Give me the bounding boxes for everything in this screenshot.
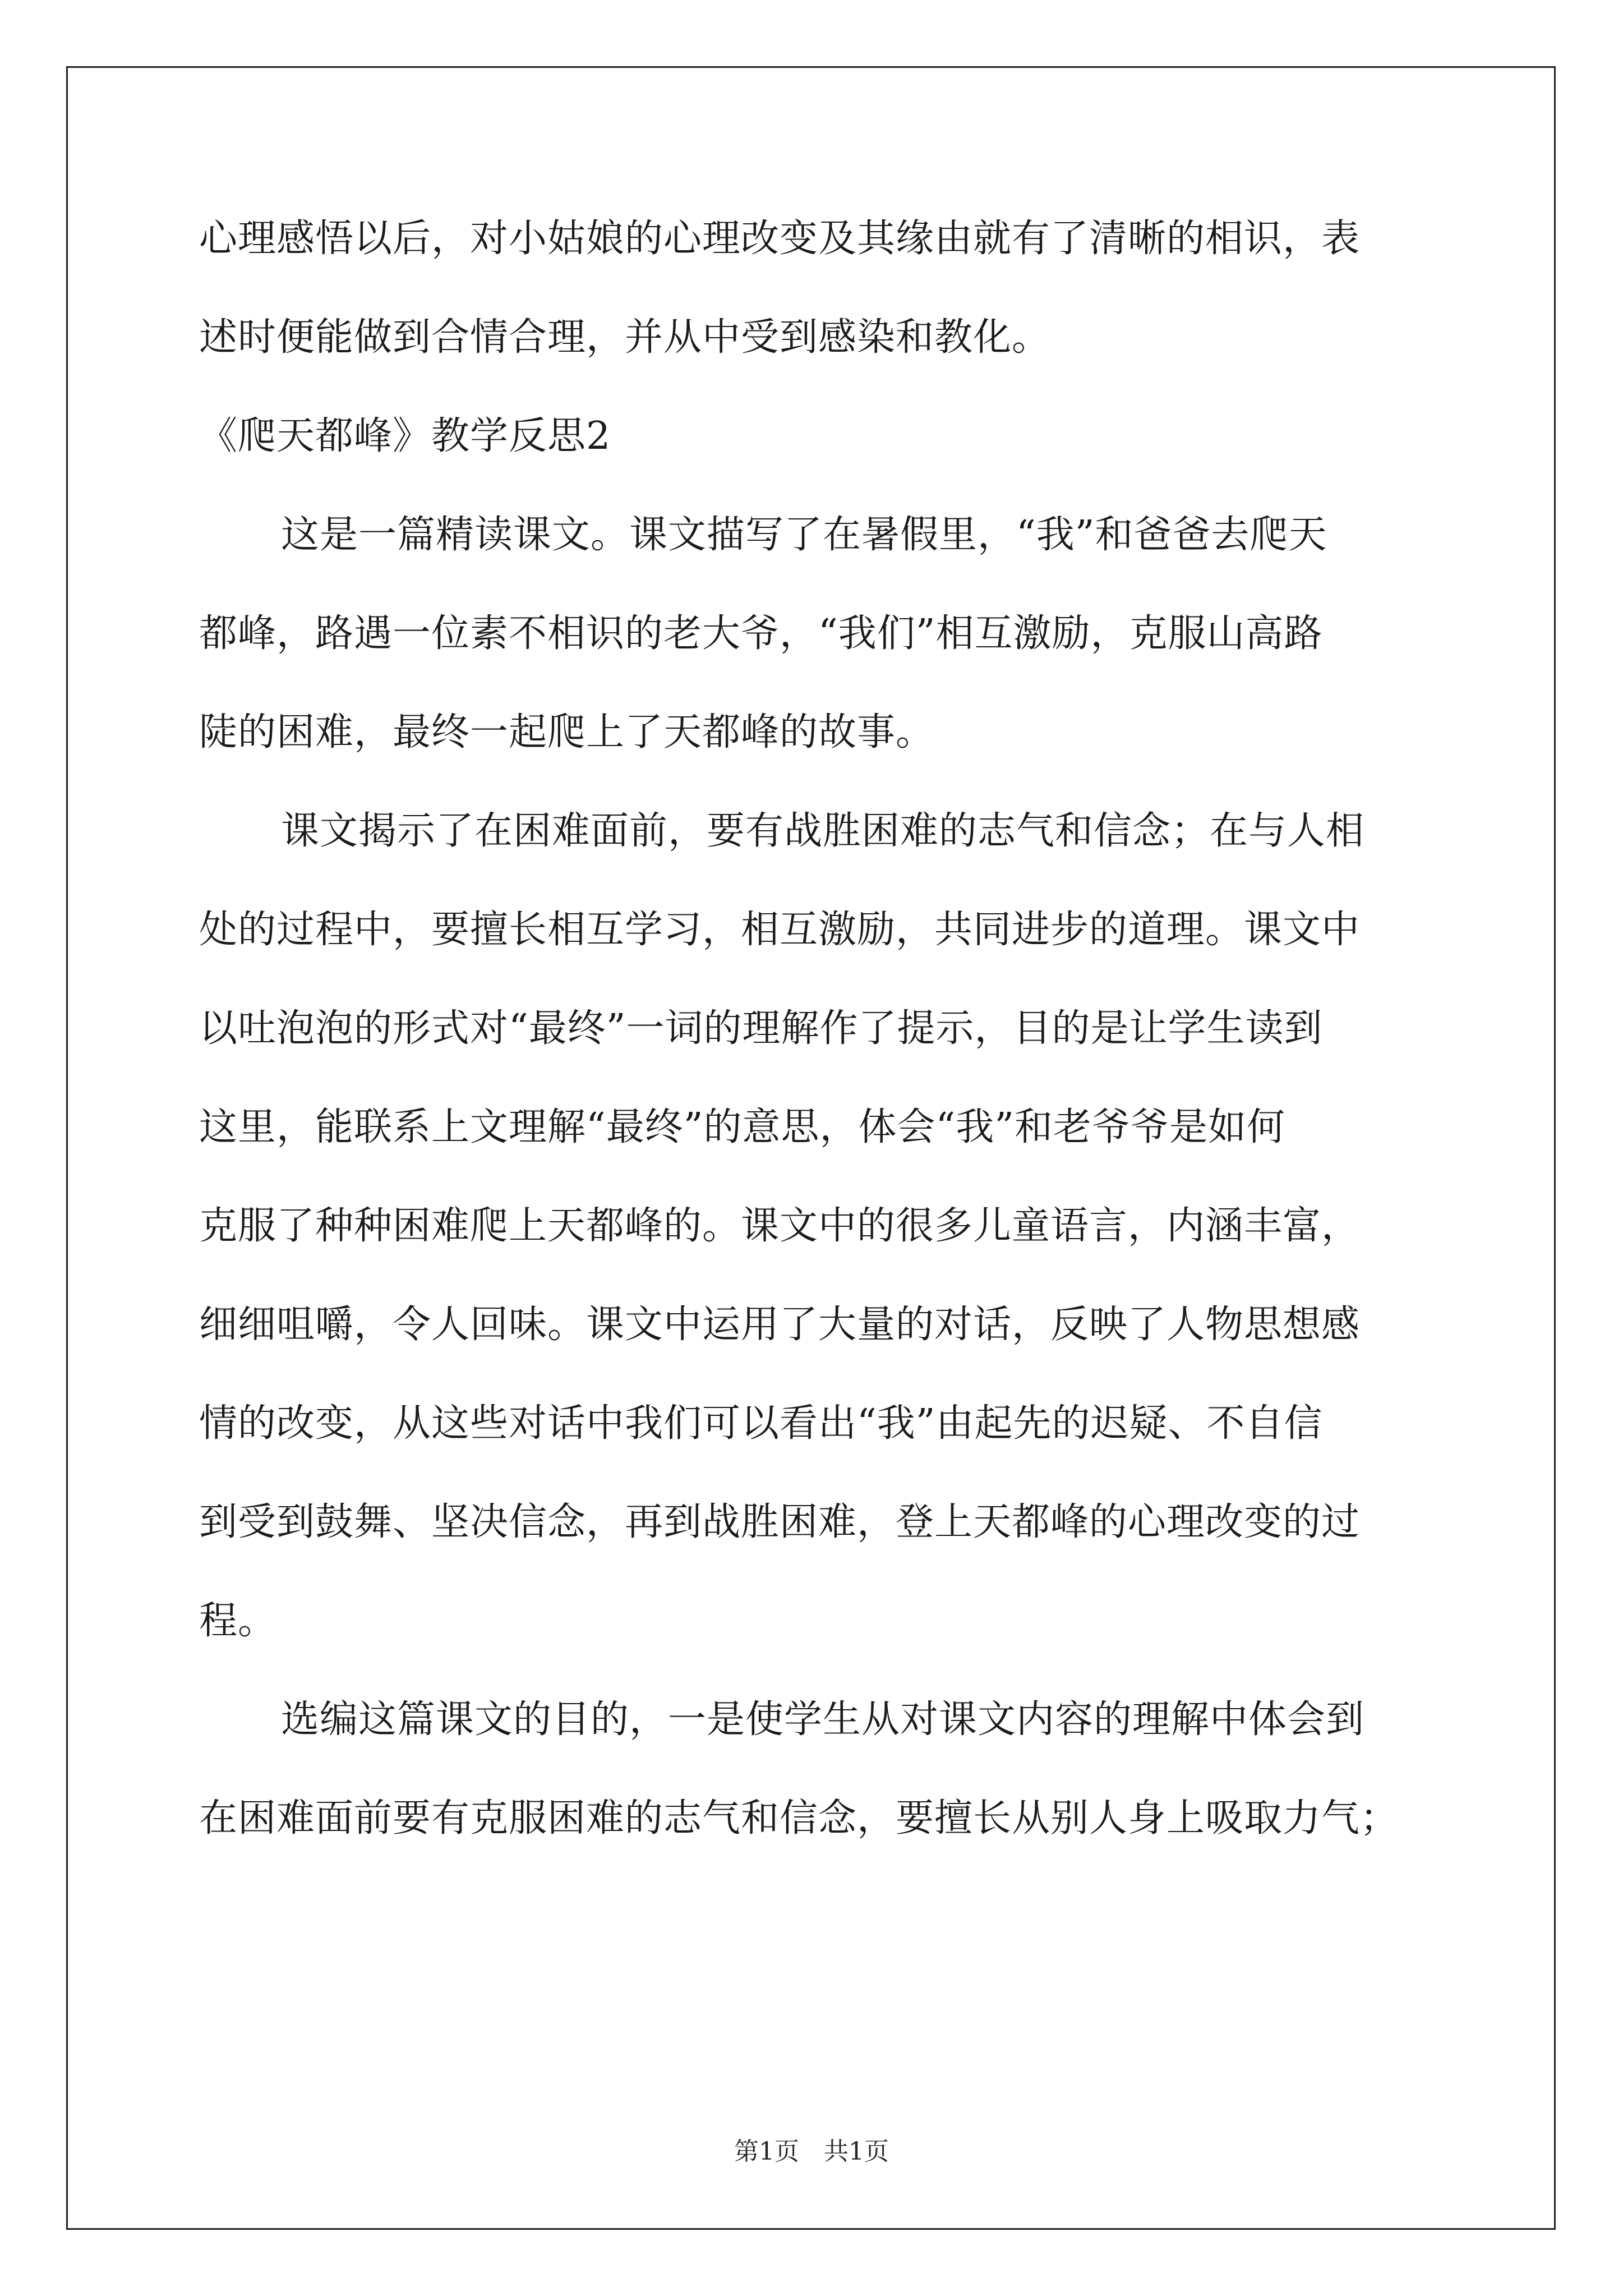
paragraph-line: 到受到鼓舞、坚决信念，再到战胜困难，登上天都峰的心理改变的过 (199, 1500, 1361, 1544)
paragraph-line: 述时便能做到合情合理，并从中受到感染和教化。 (199, 315, 1051, 360)
section-title: 《爬天都峰》教学反思2 (199, 414, 611, 458)
page-number-footer: 第1页 共1页 (734, 2137, 889, 2166)
paragraph-line: 情的改变，从这些对话中我们可以看出“我”由起先的迟疑、不自信 (199, 1401, 1323, 1446)
paragraph-line: 在困难面前要有克服困难的志气和信念，要擅长从别人身上吸取力气； (199, 1796, 1399, 1841)
paragraph-line: 这是一篇精读课文。课文描写了在暑假里，“我”和爸爸去爬天 (281, 513, 1327, 557)
paragraph-line: 细细咀嚼，令人回味。课文中运用了大量的对话，反映了人物思想感 (199, 1303, 1361, 1347)
paragraph-line: 处的过程中，要擅长相互学习，相互激励，共同进步的道理。课文中 (199, 908, 1361, 952)
paragraph-line: 程。 (199, 1599, 277, 1643)
paragraph-line: 克服了种种困难爬上天都峰的。课文中的很多儿童语言，内涵丰富， (199, 1204, 1361, 1248)
paragraph-line: 课文揭示了在困难面前，要有战胜困难的志气和信念；在与人相 (281, 809, 1365, 853)
paragraph-line: 都峰，路遇一位素不相识的老大爷，“我们”相互激励，克服山高路 (199, 611, 1323, 656)
paragraph-line: 这里，能联系上文理解“最终”的意思，体会“我”和老爷爷是如何 (199, 1105, 1286, 1149)
document-body (199, 213, 1438, 1844)
paragraph-line: 心理感悟以后，对小姑娘的心理改变及其缘由就有了清晰的相识，表 (199, 217, 1361, 261)
paragraph-line: 以吐泡泡的形式对“最终”一词的理解作了提示，目的是让学生读到 (199, 1006, 1323, 1051)
paragraph-line: 陡的困难，最终一起爬上了天都峰的故事。 (199, 710, 935, 754)
paragraph-line: 选编这篇课文的目的，一是使学生从对课文内容的理解中体会到 (281, 1697, 1365, 1742)
